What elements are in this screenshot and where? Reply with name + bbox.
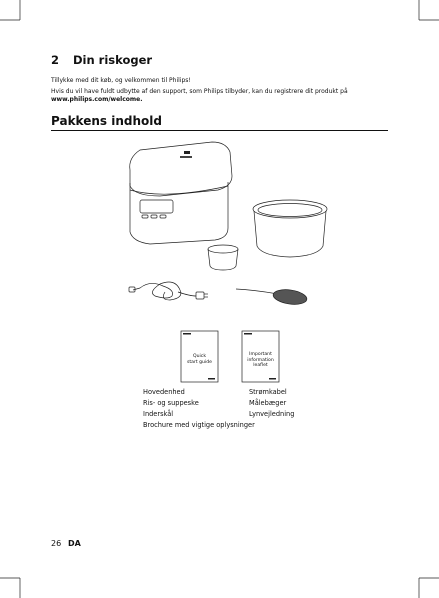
intro-line-1: Tillykke med dit køb, og velkommen til Philips!	[51, 77, 191, 84]
list-item: Målebæger	[249, 399, 287, 407]
section-title: Din riskoger	[73, 53, 153, 67]
important-information-label: Important information leaflet	[247, 352, 274, 369]
list-item: Inderskål	[143, 410, 174, 418]
list-item: Brochure med vigtige oplysninger	[143, 421, 255, 429]
package-items-right	[249, 387, 294, 420]
language-code: DA	[68, 539, 81, 548]
intro-line-2: Hvis du vil have fuldt udbytte af den support, som Philips tilbyder, kan du registrere dit produkt på	[51, 88, 348, 95]
package-items-left	[143, 387, 255, 431]
package-title: Pakkens indhold	[51, 114, 162, 128]
list-item: Ris- og suppeske	[143, 399, 199, 407]
intro-url-link[interactable]: www.philips.com/welcome.	[51, 96, 143, 103]
section-number: 2	[51, 53, 60, 67]
list-item: Hovedenhed	[143, 388, 185, 396]
list-item: Lynvejledning	[249, 410, 295, 418]
page-number: 26	[51, 539, 62, 548]
quick-start-label: Quick start guide	[186, 354, 212, 365]
list-item: Strømkabel	[249, 388, 287, 396]
